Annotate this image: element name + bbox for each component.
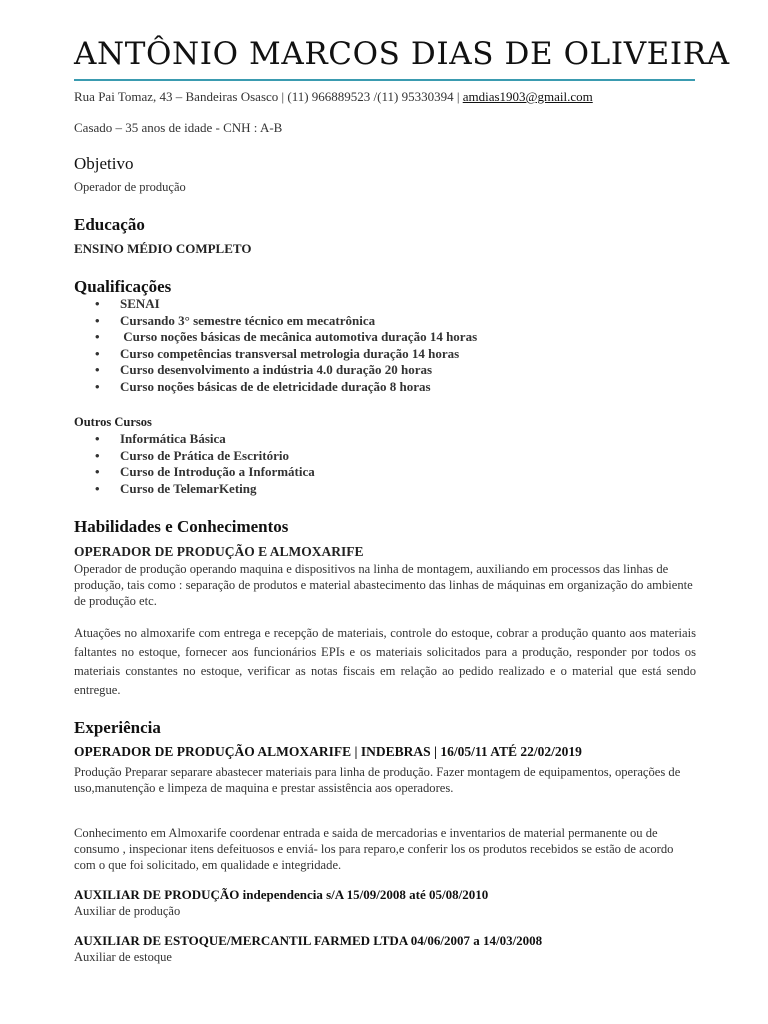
- list-item-text: SENAI: [120, 296, 160, 311]
- outros-cursos-list: [74, 431, 315, 497]
- objetivo-text: Operador de produção: [74, 180, 186, 194]
- outros-cursos-heading: Outros Cursos: [74, 415, 152, 429]
- habilidades-paragraph-2: Atuações no almoxarife com entrega e recepção de materiais, controle do estoque, cobrar a produção quanto aos materiais faltantes no estoque, fornecer aos funcionários EPIs e os materiais solicitados para a produção, responder por todos os materiais constantes no estoque, verificar as notas fiscais em relação ao pedido realizado e o material que está sendo entregue.: [74, 626, 696, 697]
- list-item: [74, 431, 315, 448]
- job-2-role: Auxiliar de produção: [74, 904, 181, 918]
- bullet-icon: •: [95, 480, 100, 496]
- job-title-3: AUXILIAR DE ESTOQUE/MERCANTIL FARMED LTDA 04/06/2007 a 14/03/2008: [74, 933, 543, 948]
- personal-info: Casado – 35 anos de idade - CNH : A-B: [74, 120, 283, 135]
- bullet-icon: •: [95, 464, 100, 480]
- habilidades-subheading: OPERADOR DE PRODUÇÃO E ALMOXARIFE: [74, 544, 364, 559]
- job-1-paragraph-1: Produção Preparar separare abastecer materiais para linha de produção. Fazer montagem de equipamentos, operações de uso,manutenção e limpeza de maquina e prestar assistência aos operadores.: [74, 765, 681, 795]
- list-item: [74, 464, 315, 481]
- email-link[interactable]: amdias1903@gmail.com: [462, 89, 593, 104]
- bullet-icon: •: [95, 362, 100, 378]
- objetivo-heading: Objetivo: [74, 154, 134, 173]
- list-item-text: Curso de Prática de Escritório: [120, 447, 289, 463]
- list-item-text: Cursando 3° semestre técnico em mecatrônica: [120, 312, 376, 328]
- list-item-text: Curso noções básicas de de eletricidade duração 8 horas: [120, 378, 431, 394]
- contact-text: Rua Pai Tomaz, 43 – Bandeiras Osasco | (11) 966889523 /(11) 95330394 |: [74, 89, 463, 104]
- list-item-text: Informática Básica: [120, 431, 226, 446]
- list-item: [74, 362, 477, 379]
- job-3-role: Auxiliar de estoque: [74, 950, 172, 964]
- list-item: [74, 481, 315, 498]
- list-item: [74, 329, 477, 346]
- list-item-text: Curso noções básicas de mecânica automotiva duração 14 horas: [120, 329, 478, 345]
- bullet-icon: •: [95, 345, 100, 361]
- qualificacoes-heading: Qualificações: [74, 277, 172, 296]
- qualificacoes-list: [74, 296, 477, 396]
- bullet-icon: •: [95, 329, 100, 345]
- list-item-text: Curso de Introdução a Informática: [120, 464, 315, 480]
- job-1-paragraph-2: Conhecimento em Almoxarife coordenar entrada e saida de mercadorias e inventarios de material permanente ou de consumo , inspecionar itens defeituosos e enviá- los para reparo,e conferir los os produtos recebidos se estão de acordo com o que foi solicitado, em qualidade e integridade.: [74, 826, 674, 872]
- candidate-name: ANTÔNIO MARCOS DIAS DE OLIVEIRA: [74, 36, 730, 72]
- bullet-icon: •: [95, 296, 100, 311]
- header-divider: [74, 79, 695, 81]
- bullet-icon: •: [95, 431, 100, 446]
- list-item: [74, 296, 477, 313]
- educacao-heading: Educação: [74, 215, 145, 234]
- habilidades-paragraph-1: Operador de produção operando maquina e dispositivos na linha de montagem, auxiliando em processos das linhas de produção, tais como : separação de produtos e material abastecimento das linhas de máquinas em organização do ambiente de produção etc.: [74, 562, 693, 608]
- educacao-text: ENSINO MÉDIO COMPLETO: [74, 241, 252, 256]
- bullet-icon: •: [95, 447, 100, 463]
- list-item-text: Curso competências transversal metrologia duração 14 horas: [120, 345, 460, 361]
- list-item: [74, 313, 477, 330]
- list-item: [74, 379, 477, 396]
- list-item: [74, 346, 477, 363]
- contact-line: [74, 89, 593, 105]
- job-title-2: AUXILIAR DE PRODUÇÃO independencia s/A 15/09/2008 até 05/08/2010: [74, 887, 489, 902]
- list-item-text: Curso de TelemarKeting: [120, 480, 257, 496]
- list-item-text: Curso desenvolvimento a indústria 4.0 duração 20 horas: [120, 362, 433, 378]
- job-title-1: OPERADOR DE PRODUÇÃO ALMOXARIFE | INDEBRAS | 16/05/11 ATÉ 22/02/2019: [74, 744, 582, 759]
- experiencia-heading: Experiência: [74, 718, 161, 737]
- habilidades-heading: Habilidades e Conhecimentos: [74, 517, 289, 536]
- list-item: [74, 448, 315, 465]
- bullet-icon: •: [95, 378, 100, 394]
- bullet-icon: •: [95, 312, 100, 328]
